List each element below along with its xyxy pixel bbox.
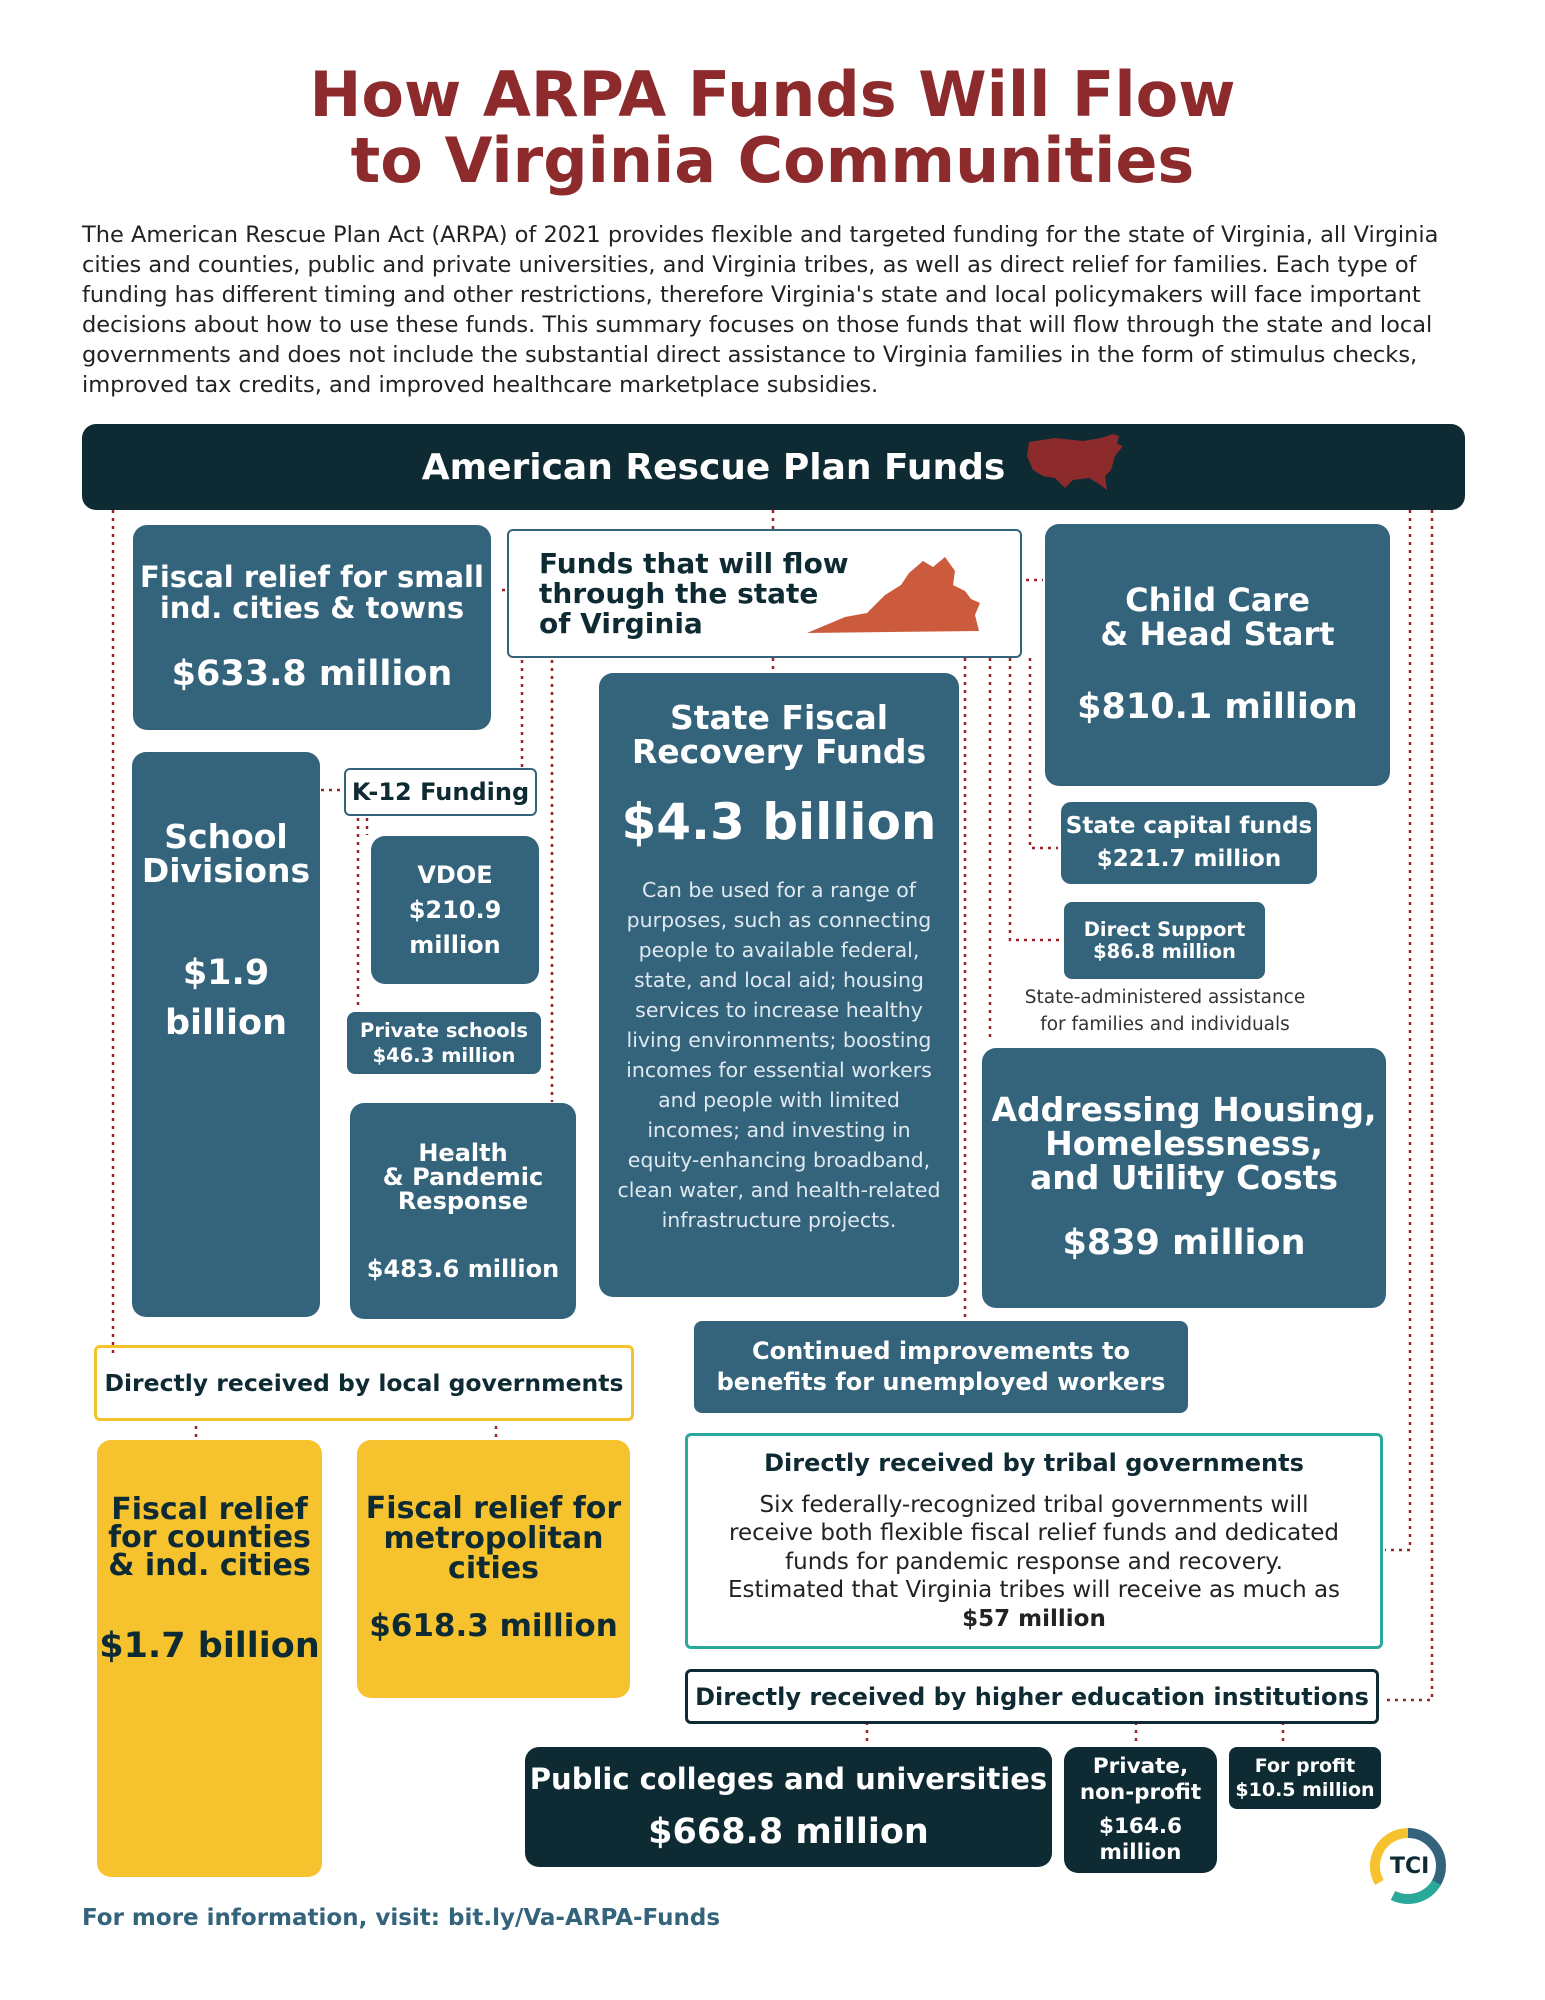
private-schools-box (347, 1012, 541, 1074)
housing-line-3: and Utility Costs (1029, 1158, 1339, 1197)
state-fiscal-recovery-box (599, 673, 959, 1297)
tci-logo-text: TCI (1390, 1854, 1430, 1879)
tribal-line-4: Estimated that Virginia tribes will receive as much as (727, 1577, 1341, 1604)
health-line-3: Response (397, 1187, 529, 1215)
virginia-map-icon (805, 555, 980, 643)
intro-paragraph: The American Rescue Plan Act (ARPA) of 2021 provides flexible and targeted funding for the state of Virginia, all Virginia cities and counties, public and private universities, and Virginia tribes, as well as direct relief for families. Each type of funding has different timing and other restrictions, therefore Virginia's state and local policymakers will face important decisions about how to use these funds. This summary focuses on those funds that will flow through the state and local governments and does not include the substantial direct assistance to Virginia families in the form of stimulus checks, improved tax credits, and improved healthcare marketplace subsidies. (82, 222, 1439, 398)
for-profit-line-2: $10.5 million (1235, 1779, 1375, 1801)
desc-line: equity-enhancing broadband, (627, 1148, 931, 1172)
housing-line-1: Addressing Housing, (991, 1090, 1377, 1129)
small-cities-box (133, 525, 491, 730)
desc-line: purposes, such as connecting (626, 908, 932, 932)
desc-line: living environments; boosting (626, 1028, 932, 1052)
counties-amount: $1.7 billion (99, 1626, 320, 1666)
housing-amount: $839 million (1062, 1223, 1306, 1263)
title-line-1: How ARPA Funds Will Flow (309, 58, 1236, 131)
private-nonprofit-box (1064, 1747, 1217, 1873)
banner-american-rescue-plan (82, 424, 1465, 510)
child-care-title-2: & Head Start (1100, 615, 1335, 653)
tci-logo (1368, 1826, 1448, 1906)
private-nonprofit-line-3: $164.6 (1099, 1814, 1182, 1839)
tribal-line-3: funds for pandemic response and recovery. (785, 1548, 1283, 1575)
unemployed-line-2: benefits for unemployed workers (716, 1368, 1166, 1396)
direct-support-line-1: Direct Support (1083, 917, 1246, 941)
school-divisions-amount-2: billion (164, 1003, 287, 1043)
small-cities-amount: $633.8 million (171, 653, 453, 694)
small-cities-title-2: ind. cities & towns (159, 590, 465, 625)
unemployed-benefits-box (694, 1321, 1188, 1413)
direct-support-note-2: for families and individuals (1040, 1014, 1290, 1035)
child-care-box (1045, 524, 1390, 786)
vdoe-line-1: VDOE (417, 860, 493, 889)
health-line-2: & Pandemic (382, 1163, 544, 1191)
school-divisions-title-2: Divisions (141, 851, 311, 890)
metro-line-3: cities (448, 1551, 539, 1586)
for-profit-line-1: For profit (1254, 1755, 1356, 1777)
tribal-line-1: Six federally-recognized tribal governments will (759, 1491, 1309, 1518)
state-fiscal-description (618, 875, 941, 1235)
desc-line: infrastructure projects. (661, 1208, 897, 1232)
tribal-title: Directly received by tribal governments (764, 1448, 1304, 1477)
public-colleges-amount: $668.8 million (648, 1812, 929, 1852)
state-flow-line-1: Funds that will flow (539, 546, 849, 580)
direct-support-line-2: $86.8 million (1093, 939, 1236, 963)
state-capital-box (1061, 802, 1317, 884)
metro-amount: $618.3 million (369, 1608, 618, 1644)
counties-line-3: & ind. cities (108, 1548, 311, 1583)
school-divisions-title-1: School (164, 817, 288, 856)
desc-line: and people with limited (658, 1088, 900, 1112)
title-line-2: to Virginia Communities (350, 124, 1195, 197)
state-fiscal-title-2: Recovery Funds (631, 732, 927, 771)
tribal-line-2: receive both flexible fiscal relief funds and dedicated (729, 1520, 1339, 1547)
metro-line-1: Fiscal relief for (365, 1491, 622, 1526)
health-pandemic-box (350, 1103, 576, 1319)
metro-line-2: metropolitan (383, 1521, 604, 1556)
desc-line: people to available federal, (638, 938, 920, 962)
counties-line-2: for counties (108, 1520, 311, 1555)
footer-link[interactable]: For more information, visit: bit.ly/Va-ARPA-Funds (82, 1905, 721, 1931)
school-divisions-box (132, 752, 320, 1317)
desc-line: state, and local aid; housing (634, 968, 924, 992)
desc-line: clean water, and health-related (617, 1178, 941, 1202)
local-governments-label: Directly received by local governments (94, 1345, 634, 1421)
state-flow-line-3: of Virginia (539, 606, 703, 640)
state-fiscal-amount: $4.3 billion (621, 793, 937, 851)
private-schools-line-2: $46.3 million (372, 1044, 516, 1067)
state-flow-line-2: through the state (539, 576, 819, 610)
private-schools-line-1: Private schools (360, 1019, 528, 1042)
vdoe-line-2: $210.9 (408, 895, 502, 924)
child-care-title-1: Child Care (1125, 581, 1310, 619)
us-map-icon (1025, 432, 1125, 503)
k12-funding-label: K-12 Funding (344, 768, 537, 816)
child-care-amount: $810.1 million (1077, 687, 1358, 727)
desc-line: services to increase healthy (635, 998, 923, 1022)
direct-support-note (1010, 984, 1320, 1038)
for-profit-box (1229, 1747, 1381, 1809)
higher-education-label: Directly received by higher education institutions (685, 1669, 1379, 1724)
small-cities-title-1: Fiscal relief for small (140, 559, 484, 594)
desc-line: incomes; and investing in (647, 1118, 911, 1142)
direct-support-box (1064, 902, 1265, 979)
state-fiscal-title-1: State Fiscal (669, 698, 889, 737)
vdoe-box (371, 836, 539, 984)
desc-line: incomes for essential workers (626, 1058, 932, 1082)
metro-cities-box (357, 1440, 630, 1698)
banner-label: American Rescue Plan Funds (421, 446, 1006, 488)
vdoe-line-3: million (409, 930, 501, 959)
direct-support-note-1: State-administered assistance (1024, 987, 1306, 1008)
state-capital-line-2: $221.7 million (1096, 846, 1282, 872)
state-flow-box (507, 529, 1022, 658)
tribal-governments-box (685, 1433, 1383, 1649)
housing-box (982, 1048, 1386, 1308)
private-nonprofit-line-4: million (1099, 1840, 1182, 1865)
school-divisions-amount-1: $1.9 (182, 953, 270, 993)
counties-box (97, 1440, 322, 1877)
public-colleges-title: Public colleges and universities (529, 1762, 1048, 1796)
public-colleges-box (525, 1747, 1052, 1867)
health-amount: $483.6 million (366, 1255, 560, 1283)
state-capital-line-1: State capital funds (1065, 813, 1313, 839)
tribal-amount: $57 million (962, 1605, 1106, 1632)
private-nonprofit-line-1: Private, (1092, 1754, 1189, 1779)
desc-line: Can be used for a range of (641, 878, 916, 902)
housing-line-2: Homelessness, (1045, 1124, 1323, 1163)
private-nonprofit-line-2: non-profit (1079, 1780, 1202, 1805)
health-line-1: Health (418, 1139, 508, 1167)
unemployed-line-1: Continued improvements to (752, 1337, 1130, 1365)
counties-line-1: Fiscal relief (111, 1492, 308, 1527)
